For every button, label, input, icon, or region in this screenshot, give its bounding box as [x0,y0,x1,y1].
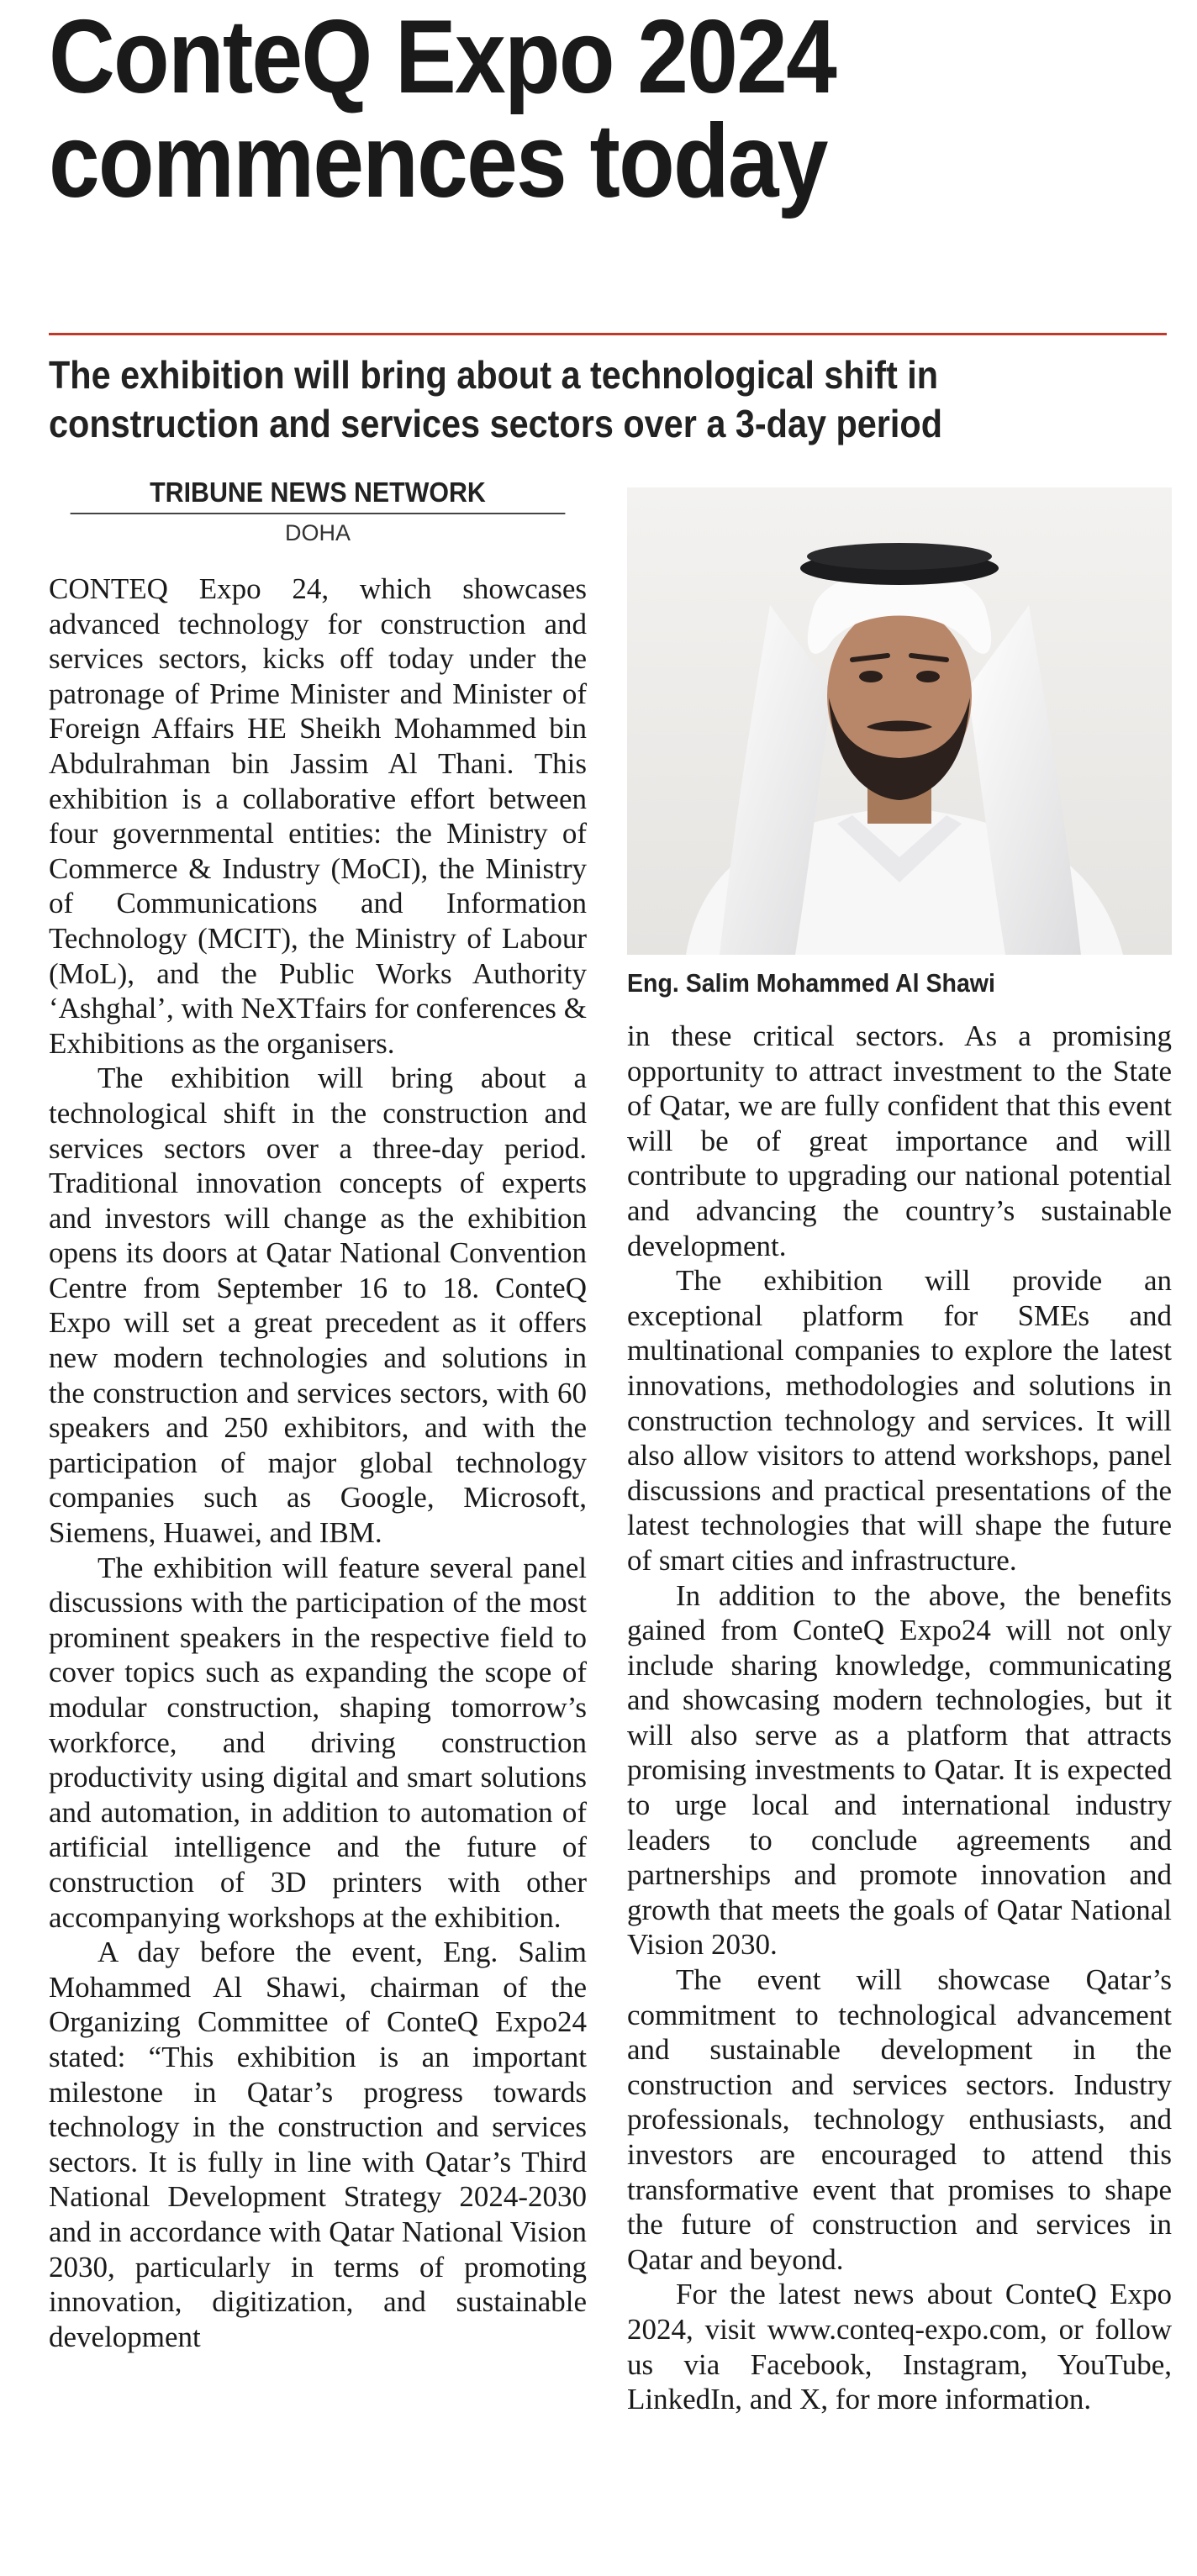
paragraph: For the latest news about ConteQ Expo 2024, visit www.conteq-expo.com, or follow us via Facebook, Instagram, YouTube, LinkedIn, and X, for more information. [627,2278,1172,2416]
right-body-text [627,1019,1172,2417]
left-body-text [49,572,587,2354]
left-column [49,476,587,2354]
standfirst-line-1: The exhibition will bring about a technological shift in [49,353,939,397]
paragraph: A day before the event, Eng. Salim Mohammed Al Shawi, chairman of the Organizing Committee of ConteQ Expo24 stated: “This exhibition is an important milestone in Qatar’s progress towards technology in the construction and services sectors. It is fully in line with Qatar’s Third National Development Strategy 2024-2030 and in accordance with Qatar National Vision 2030, particularly in terms of promoting innovation, digitization, and sustainable development [49,1936,587,2353]
portrait-illustration [627,487,1172,955]
byline: TRIBUNE NEWS NETWORK [71,476,566,514]
paragraph: The event will showcase Qatar’s commitment to technological advancement and sustainable development in the construction and services sectors. Industry professionals, technology enthusiasts, and investors are encouraged to attend this transformative event that promises to shape the future of construction and services in Qatar and beyond. [627,1963,1172,2276]
portrait-photo [627,487,1172,955]
headline [49,0,1040,219]
paragraph: in these critical sectors. As a promising opportunity to attract investment to the State of Qatar, we are fully confident that this event will be of great importance and will contribute to upgrading our national potential and advancing the country’s sustainable development. [627,1019,1172,1262]
paragraph: The exhibition will provide an exceptional platform for SMEs and multinational companies to explore the latest innovations, methodologies and solutions in construction technology and services. It will also allow visitors to attend workshops, panel discussions and practical presentations of the latest technologies that will shape the future of smart cities and infrastructure. [627,1264,1172,1577]
photo-caption: Eng. Salim Mohammed Al Shawi [627,968,995,998]
paragraph: In addition to the above, the benefits gained from ConteQ Expo24 will not only include sharing knowledge, communicating and showcasing modern technologies, but it will also serve as a platform that attracts promising investments to Qatar. It is expected to urge local and international industry leaders to conclude agreements and partnerships and promote innovation and growth that meets the goals of Qatar National Vision 2030. [627,1578,1172,1962]
headline-line-2: commences today [49,103,827,219]
headline-divider [49,333,1167,335]
paragraph: The exhibition will bring about a technological shift in the construction and services sectors over a three-day period. Traditional innovation concepts of experts and investors will change as the exhibition opens its doors at Qatar National Convention Centre from September 16 to 18. ConteQ Expo will set a great precedent as it offers new modern technologies and solutions in the construction and services sectors, with 60 speakers and 250 exhibitors, and with the participation of major global technology companies such as Google, Microsoft, Siemens, Huawei, and IBM. [49,1061,587,1550]
standfirst-line-2: construction and services sectors over a 3-day period [49,402,942,445]
paragraph: CONTEQ Expo 24, which showcases advanced technology for construction and services sectors, kicks off today under the patronage of Prime Minister and Minister of Foreign Affairs HE Sheikh Mohammed bin Abdulrahman bin Jassim Al Thani. This exhibition is a collaborative effort between four governmental entities: the Ministry of Commerce & Industry (MoCI), the Ministry of Communications and Information Technology (MCIT), the Ministry of Labour (MoL), and the Public Works Authority ‘Ashghal’, with NeXTfairs for conferences & Exhibitions as the organisers. [49,572,587,1060]
article-columns [49,476,1172,2560]
headline-line-1: ConteQ Expo 2024 [49,0,836,115]
right-column [627,476,1172,2417]
standfirst [49,350,1063,453]
dateline: DOHA [284,520,351,545]
paragraph: The exhibition will feature several panel discussions with the participation of the most prominent speakers in the respective field to cover topics such as expanding the scope of modular construction, shaping tomorrow’s workforce, and driving construction productivity using digital and smart solutions and automation, in addition to automation of artificial intelligence and the future of construction of 3D printers with other accompanying workshops at the exhibition. [49,1551,587,1934]
